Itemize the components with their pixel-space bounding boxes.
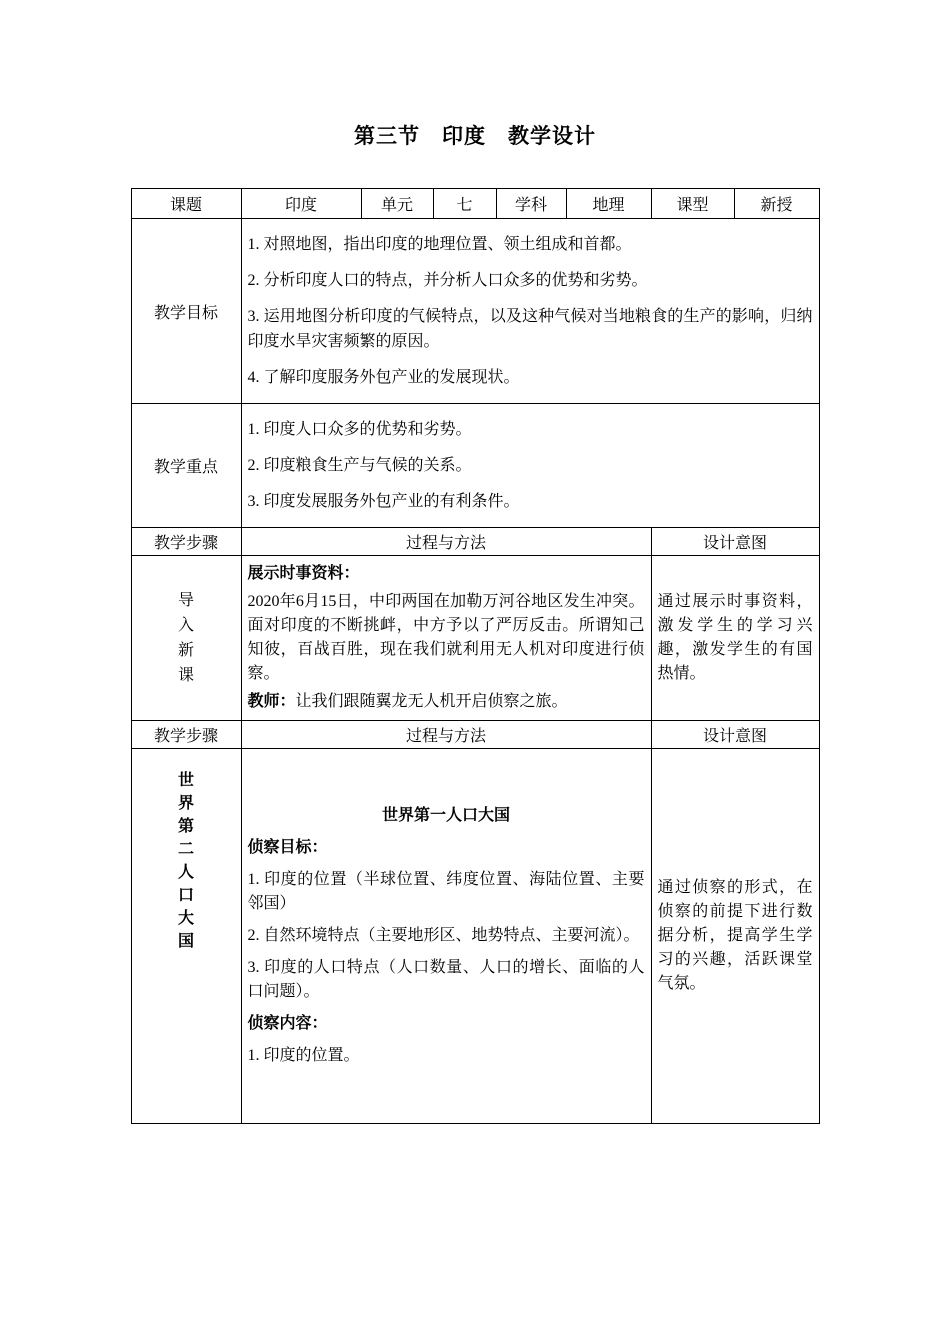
key-point-item-3: 3. 印度发展服务外包产业的有利条件。 (247, 493, 520, 510)
objective-item-2: 2. 分析印度人口的特点，并分析人口众多的优势和劣势。 (247, 272, 648, 289)
col-header-step-2: 教学步骤 (131, 721, 241, 749)
teacher-label: 教师： (247, 693, 296, 710)
topic-label-cell: 课题 (131, 189, 241, 219)
key-point-item-2: 2. 印度粮食生产与气候的关系。 (247, 457, 472, 474)
unit-value-cell: 七 (433, 189, 496, 219)
steps-header-row-1 (131, 528, 819, 556)
col-header-step: 教学步骤 (131, 528, 241, 556)
key-points-label: 教学重点 (131, 404, 241, 528)
unit-label-cell: 单元 (361, 189, 433, 219)
col-header-process-2: 过程与方法 (241, 721, 651, 749)
steps-header-row-2 (131, 721, 819, 749)
col-header-process: 过程与方法 (241, 528, 651, 556)
teacher-text: 让我们跟随翼龙无人机开启侦察之旅。 (295, 693, 568, 710)
intro-heading: 展示时事资料： (247, 565, 360, 582)
objective-item-1: 1. 对照地图，指出印度的地理位置、领土组成和首都。 (247, 236, 632, 253)
intro-row (131, 556, 819, 721)
objective-item-4: 4. 了解印度服务外包产业的发展现状。 (247, 369, 520, 386)
topic-value-cell: 印度 (241, 189, 361, 219)
key-points-content (241, 404, 819, 528)
goals-heading: 侦察目标： (247, 839, 328, 856)
section-step-label: 世界第二人口大国 (177, 772, 194, 950)
lesson-plan-table (131, 188, 820, 1124)
intro-step-label: 导入新课 (177, 592, 194, 684)
intro-teacher-line (248, 690, 645, 714)
col-header-intent: 设计意图 (651, 528, 819, 556)
subject-label-cell: 学科 (496, 189, 566, 219)
section-row (131, 749, 819, 1124)
page-title: 第三节 印度 教学设计 (354, 125, 596, 148)
section-content-cell (241, 749, 651, 1124)
objectives-label: 教学目标 (131, 219, 241, 404)
key-points-row (131, 404, 819, 528)
goal-item-1: 1. 印度的位置（半球位置、纬度位置、海陆位置、主要邻国） (247, 871, 645, 912)
key-point-item-1: 1. 印度人口众多的优势和劣势。 (247, 421, 472, 438)
section-intent-cell: 通过侦察的形式，在侦察的前提下进行数据分析，提高学生学习的兴趣，活跃课堂气氛。 (651, 749, 819, 1124)
subject-value-cell: 地理 (566, 189, 651, 219)
section-title: 世界第一人口大国 (381, 807, 510, 824)
objectives-row (131, 219, 819, 404)
col-header-intent-2: 设计意图 (651, 721, 819, 749)
goal-item-2: 2. 自然环境特点（主要地形区、地势特点、主要河流）。 (247, 927, 640, 944)
intro-body: 2020年6月15日，中印两国在加勒万河谷地区发生冲突。面对印度的不断挑衅，中方予以了严厉反击。所谓知己知彼，百战百胜，现在我们就利用无人机对印度进行侦察。 (247, 593, 645, 682)
intro-content-cell (241, 556, 651, 721)
course-type-value-cell: 新授 (734, 189, 819, 219)
info-row (131, 189, 819, 219)
intro-intent-cell: 通过展示时事资料，激发学生的学习兴趣，激发学生的有国热情。 (651, 556, 819, 721)
objective-item-3: 3. 运用地图分析印度的气候特点，以及这种气候对当地粮食的生产的影响，归纳印度水旱灾害频繁的原因。 (247, 308, 813, 350)
content-item-1: 1. 印度的位置。 (247, 1047, 360, 1064)
content-heading: 侦察内容： (247, 1015, 328, 1032)
intro-step-cell (131, 556, 241, 721)
section-step-cell (131, 749, 241, 1124)
goal-item-3: 3. 印度的人口特点（人口数量、人口的增长、面临的人口问题）。 (247, 959, 645, 1000)
course-type-label-cell: 课型 (651, 189, 734, 219)
objectives-content (241, 219, 819, 404)
